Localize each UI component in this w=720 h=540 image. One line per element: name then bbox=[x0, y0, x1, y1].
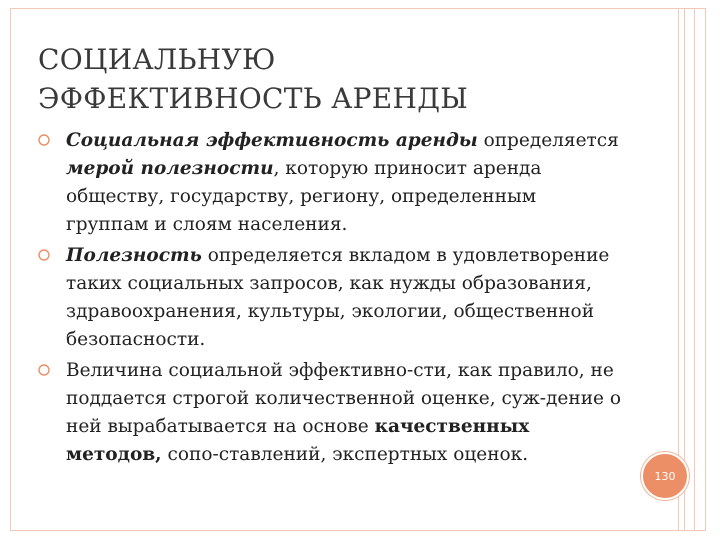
bullet-text-part: Величина социальной эффективно-сти, как правило, не поддается строгой количественной оценке, суж-дение о ней вырабатывается на основе bbox=[66, 360, 621, 437]
bullet-text-part: сопо-ставлений, экспертных оценок. bbox=[161, 444, 529, 465]
page-number: 130 bbox=[654, 469, 676, 483]
bullet-text-part: Социальная эффективность аренды bbox=[66, 130, 478, 151]
slide-side-strip bbox=[678, 8, 706, 531]
strip-line bbox=[694, 8, 695, 531]
circle-outline-icon bbox=[38, 249, 50, 261]
title-line-2: ЭФФЕКТИВНОСТЬ АРЕНДЫ bbox=[38, 82, 469, 115]
circle-outline-icon bbox=[38, 364, 50, 376]
bullet-text-part: мерой полезности bbox=[66, 158, 274, 179]
circle-outline-icon bbox=[38, 134, 50, 146]
title-line-1: СОЦИАЛЬНУЮ bbox=[38, 43, 276, 76]
bullet-text-part: качественных методов, bbox=[66, 416, 530, 465]
bullet-text-part: определяется вкладом в удовлетворение таких социальных запросов, как нужды образования, здравоохранения, культуры, экологии, общественной безопасности. bbox=[66, 245, 610, 350]
bullet-text-part: , которую приносит аренда обществу, государству, региону, определенным группам и слоям населения. bbox=[66, 158, 542, 235]
slide-title bbox=[38, 40, 638, 118]
bullet-item bbox=[38, 242, 623, 354]
bullet-list bbox=[38, 127, 623, 472]
page-number-badge bbox=[641, 452, 689, 500]
bullet-text-part: определяется bbox=[477, 130, 619, 151]
strip-line bbox=[684, 8, 685, 531]
bullet-text-part: Полезность bbox=[66, 245, 202, 266]
bullet-item bbox=[38, 357, 623, 469]
bullet-item bbox=[38, 127, 623, 239]
